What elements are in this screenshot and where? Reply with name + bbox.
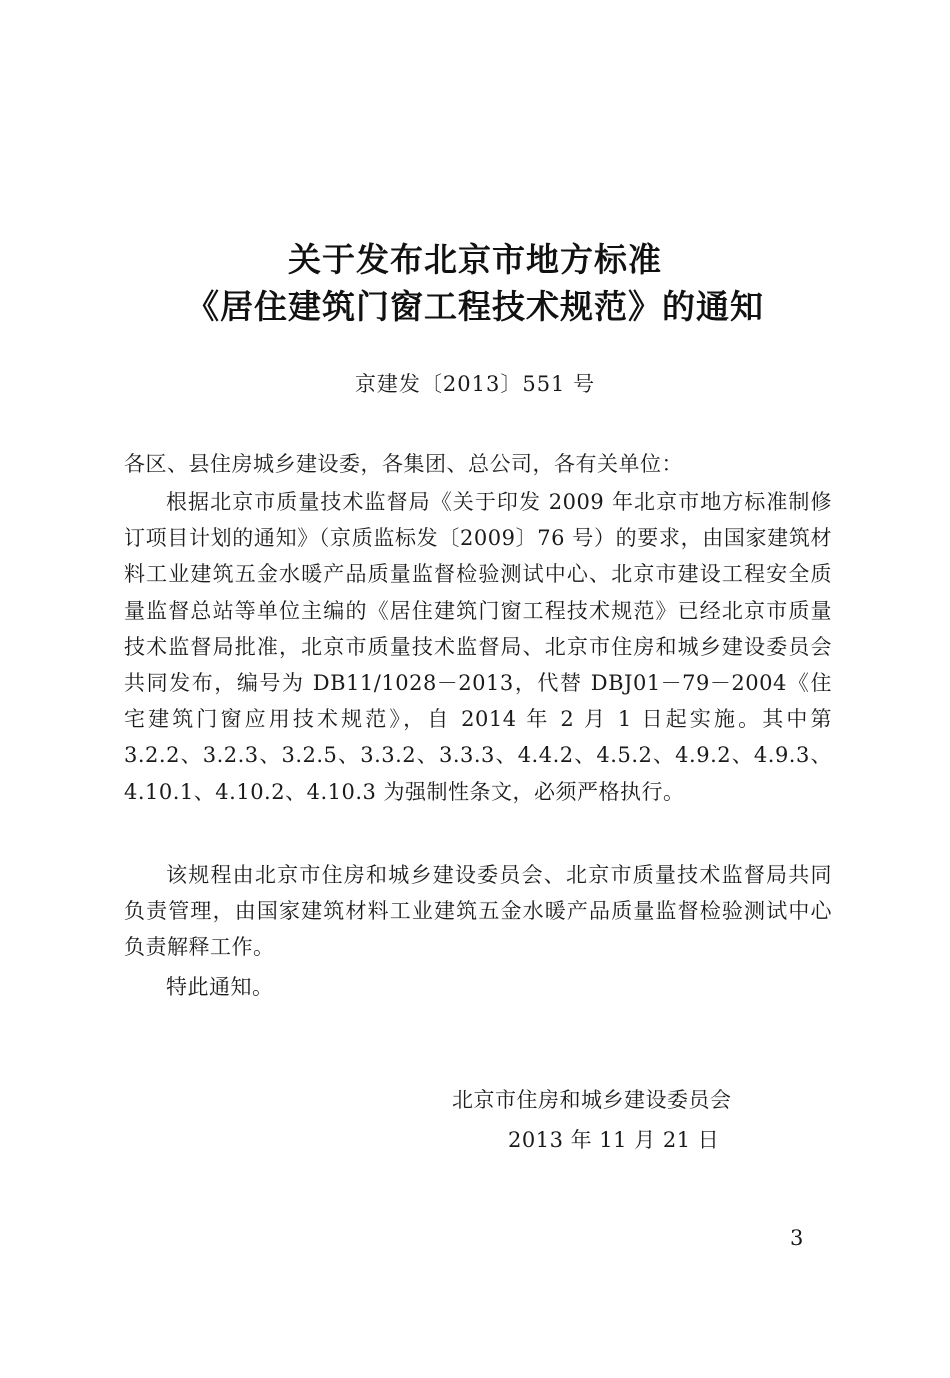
body-paragraph-3: 特此通知。 xyxy=(166,975,274,999)
signing-date: 2013 年 11 月 21 日 xyxy=(508,1128,720,1152)
body-paragraph-1: 根据北京市质量技术监督局《关于印发 2009 年北京市地方标准制修订项目计划的通知》（京质监标发〔2009〕76 号）的要求，由国家建筑材料工业建筑五金水暖产品质量监督检验测试中心、北京市建设工程安全质量监督总站等单位主编的《居住建筑门窗工程技术规范》已经北京市质量技术监督局批准，北京市质量技术监督局、北京市住房和城乡建设委员会共同发布，编号为 DB11/1028－2013，代替 DBJ01－79－2004《住宅建筑门窗应用技术规范》，自 2014 年 2 月 1 日起实施。其中第 3.2.2、3.2.3、3.2.5、3.3.2、3.3.3、4.4.2、4.5.2、4.9.2、4.9.3、4.10.1、4.10.2、4.10.3 为强制性条文，必须严格执行。 xyxy=(124,490,832,804)
notice-title-line-1: 关于发布北京市地方标准 xyxy=(288,240,662,279)
addressee: 各区、县住房城乡建设委，各集团、总公司，各有关单位： xyxy=(124,452,683,476)
document-number: 京建发〔2013〕551 号 xyxy=(354,372,596,396)
signing-authority: 北京市住房和城乡建设委员会 xyxy=(452,1088,732,1112)
notice-title-line-2: 《居住建筑门窗工程技术规范》的通知 xyxy=(186,287,764,326)
page-number: 3 xyxy=(790,1226,804,1250)
body-paragraph-2: 该规程由北京市住房和城乡建设委员会、北京市质量技术监督局共同负责管理，由国家建筑材料工业建筑五金水暖产品质量监督检验测试中心负责解释工作。 xyxy=(124,863,832,960)
